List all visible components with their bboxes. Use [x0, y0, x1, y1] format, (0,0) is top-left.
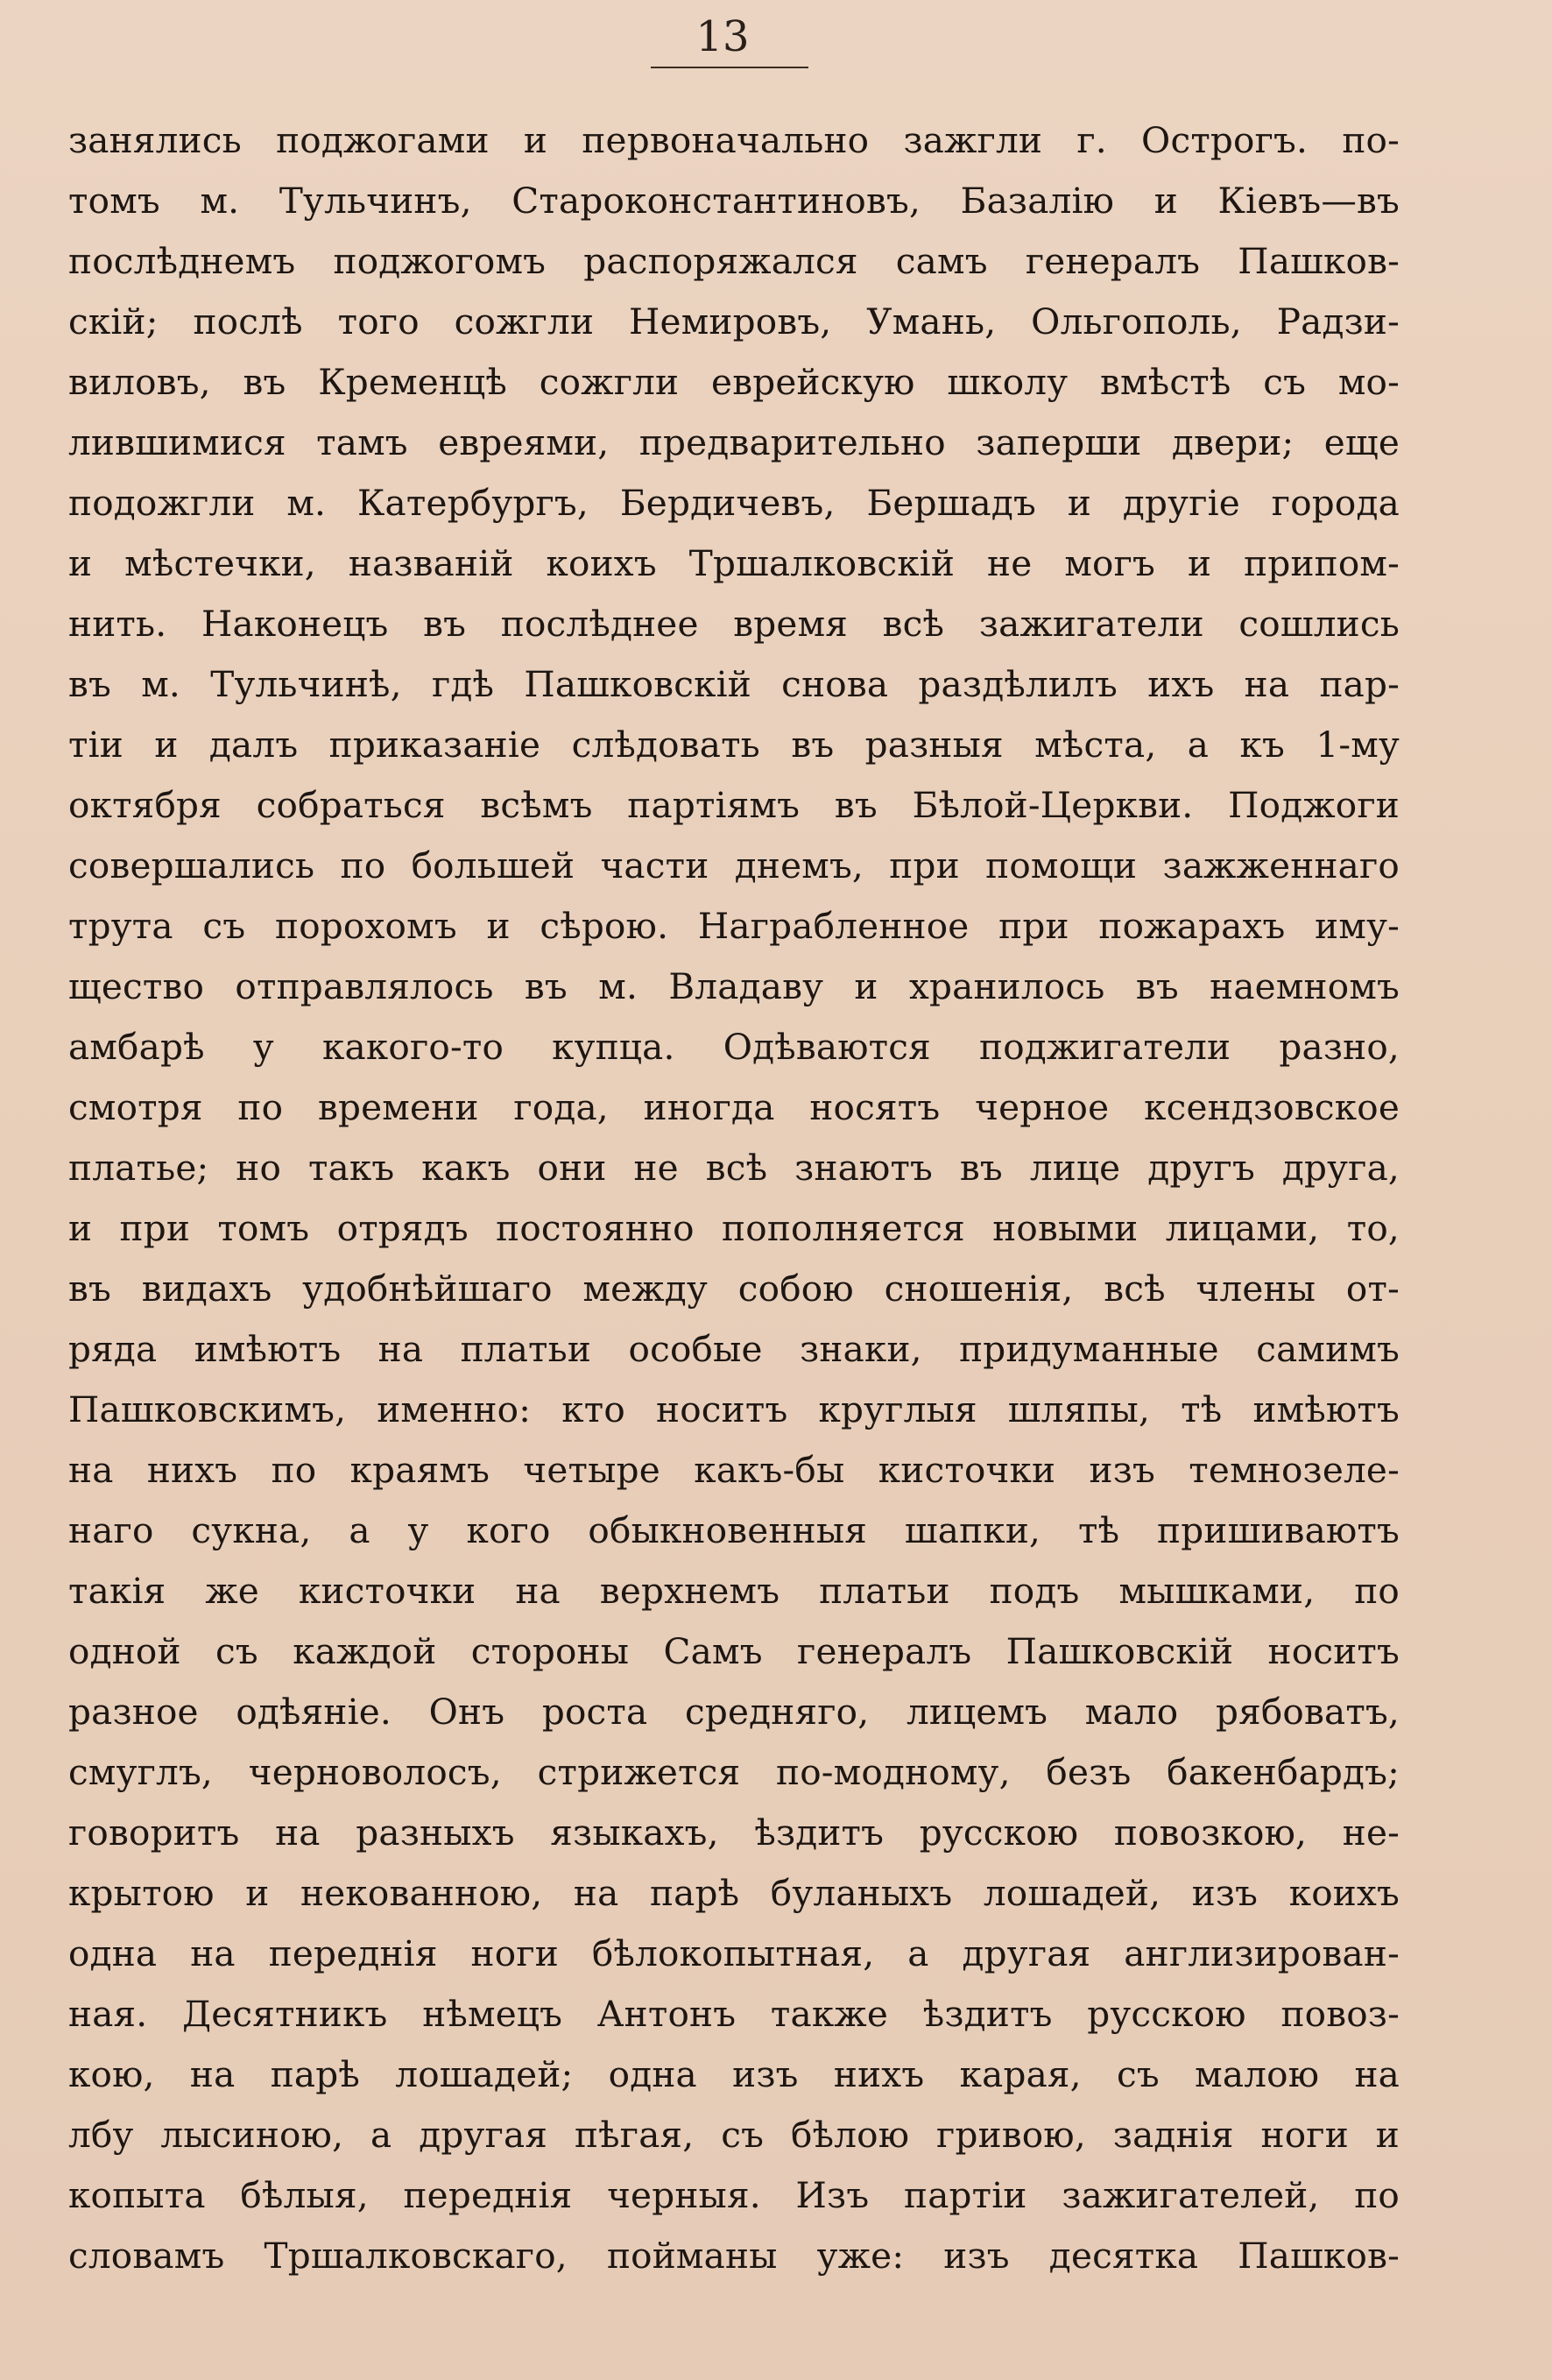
text-line: такія же кисточки на верхнемъ платьи подъ мышками, по — [68, 1570, 1400, 1612]
body-text — [68, 110, 1400, 2286]
text-line: тіи и далъ приказаніе слѣдовать въ разныя мѣста, а къ 1-му — [68, 724, 1400, 766]
text-line: одна на переднія ноги бѣлокопытная, а другая англизирован- — [68, 1932, 1400, 1974]
header-rule — [651, 67, 808, 68]
text-line: разное одѣяніе. Онъ роста средняго, лицемъ мало рябоватъ, — [68, 1691, 1400, 1733]
text-line: октября собраться всѣмъ партіямъ въ Бѣлой-Церкви. Поджоги — [68, 784, 1400, 826]
text-line: ряда имѣютъ на платьи особые знаки, придуманные самимъ — [68, 1328, 1400, 1370]
text-line: платье; но такъ какъ они не всѣ знаютъ въ лице другъ друга, — [68, 1147, 1400, 1189]
text-line: занялись поджогами и первоначально зажгли г. Острогъ. по- — [68, 119, 1400, 161]
text-line: щество отправлялось въ м. Владаву и хранилось въ наемномъ — [68, 965, 1400, 1007]
text-line: смуглъ, черноволосъ, стрижется по-модному, безъ бакенбардъ; — [68, 1751, 1400, 1793]
text-line: лившимися тамъ евреями, предварительно заперши двери; еще — [68, 421, 1400, 463]
text-line: послѣднемъ поджогомъ распоряжался самъ генералъ Пашков- — [68, 240, 1400, 282]
text-line: трута съ порохомъ и сѣрою. Награбленное при пожарахъ иму- — [68, 905, 1400, 947]
text-line: одной съ каждой стороны Самъ генералъ Пашковскій носитъ — [68, 1630, 1400, 1672]
text-line: въ видахъ удобнѣйшаго между собою сношенія, всѣ члены от- — [68, 1268, 1400, 1310]
text-line: кою, на парѣ лошадей; одна изъ нихъ карая, съ малою на — [68, 2053, 1400, 2095]
text-line: подожгли м. Катербургъ, Бердичевъ, Бершадъ и другіе города — [68, 482, 1400, 524]
text-line: виловъ, въ Кременцѣ сожгли еврейскую школу вмѣстѣ съ мо- — [68, 361, 1400, 403]
text-line: ная. Десятникъ нѣмецъ Антонъ также ѣздитъ русскою повоз- — [68, 1993, 1400, 2035]
text-line: на нихъ по краямъ четыре какъ-бы кисточки изъ темнозеле- — [68, 1449, 1400, 1491]
text-line: и мѣстечки, названій коихъ Тршалковскій не могъ и припом- — [68, 542, 1400, 584]
text-line: лбу лысиною, а другая пѣгая, съ бѣлою гривою, заднія ноги и — [68, 2114, 1400, 2156]
text-line: амбарѣ у какого-то купца. Одѣваются поджигатели разно, — [68, 1026, 1400, 1068]
text-line: въ м. Тульчинѣ, гдѣ Пашковскій снова раздѣлилъ ихъ на пар- — [68, 663, 1400, 705]
text-line: совершались по большей части днемъ, при помощи зажженнаго — [68, 844, 1400, 886]
text-line: Пашковскимъ, именно: кто носитъ круглыя шляпы, тѣ имѣютъ — [68, 1388, 1400, 1430]
text-line: смотря по времени года, иногда носятъ черное ксендзовское — [68, 1086, 1400, 1128]
text-line: крытою и некованною, на парѣ буланыхъ лошадей, изъ коихъ — [68, 1872, 1400, 1914]
page-number: 13 — [695, 12, 750, 61]
text-line: наго сукна, а у кого обыкновенныя шапки, тѣ пришиваютъ — [68, 1509, 1400, 1551]
text-line: нить. Наконецъ въ послѣднее время всѣ зажигатели сошлись — [68, 603, 1400, 645]
text-line: и при томъ отрядъ постоянно пополняется новыми лицами, то, — [68, 1207, 1400, 1249]
text-line: копыта бѣлыя, переднія черныя. Изъ партіи зажигателей, по — [68, 2174, 1400, 2216]
text-line: словамъ Тршалковскаго, пойманы уже: изъ десятка Пашков- — [68, 2235, 1400, 2277]
text-line: говоритъ на разныхъ языкахъ, ѣздитъ русскою повозкою, не- — [68, 1811, 1400, 1854]
text-line: скій; послѣ того сожгли Немировъ, Умань, Ольгополь, Радзи- — [68, 300, 1400, 343]
text-line: томъ м. Тульчинъ, Староконстантиновъ, Базалію и Кіевъ—въ — [68, 180, 1400, 222]
